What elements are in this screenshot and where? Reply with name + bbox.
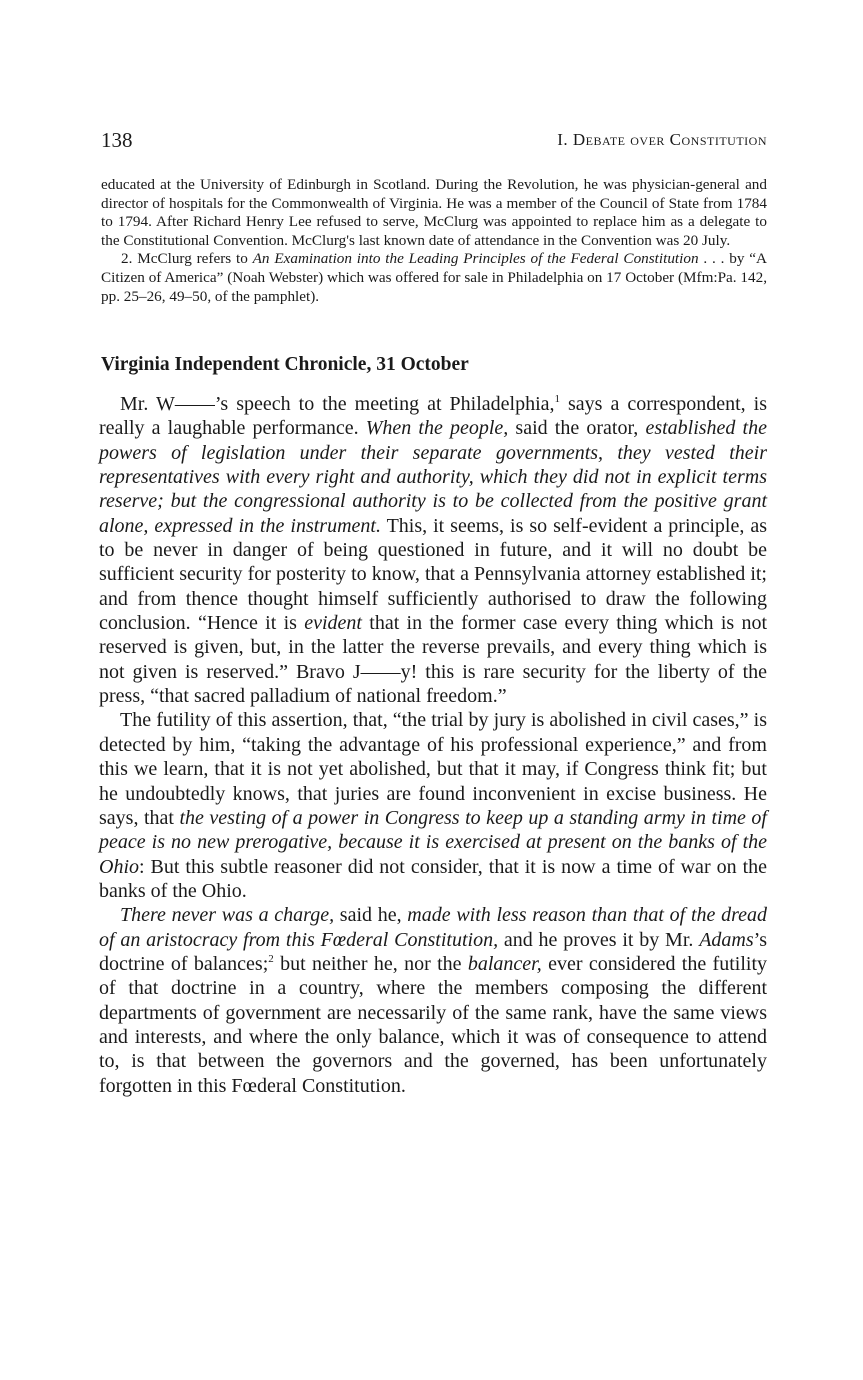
italic-run: Adams — [699, 928, 754, 951]
italic-run: balancer, — [467, 952, 542, 975]
note-2-rest: . . . by “A Citizen of America” (Noah Webster) which was offered for sale in Philadelphia on 17 October (Mfm:Pa. 142, pp. 25–26, 49–50, of the pamphlet). — [101, 250, 767, 305]
note-2-prefix: 2. McClurg refers to — [121, 250, 253, 268]
text-run: : But this subtle reasoner did not consider, that it is now a time of war on the banks of the Ohio. — [99, 855, 767, 902]
italic-run: established the powers of legislation under their separate governments, they vested their representatives with every right and authority, which they did not in explicit terms reserve; but the congressional authority is to be collected from the positive grant alone, expressed in the instrument. — [99, 417, 767, 537]
note-2-title: An Examination into the Leading Principles of the Federal Constitution — [252, 250, 699, 268]
note-2 — [101, 250, 767, 306]
text-run: ’s doctrine of balances; — [99, 928, 767, 975]
text-run: and he proves it by Mr. — [498, 928, 700, 951]
article-heading: Virginia Independent Chronicle, 31 October — [101, 354, 469, 375]
text-run: ever considered the futility of that doctrine in a country, where the members composing the different departments of government are necessarily of the same rank, have the same views and interests, and where the only balance, which it was of consequence to attend to, is that between the governors and the governed, has been unfortunately forgotten in this Fœderal Constitution. — [99, 952, 767, 1097]
italic-run: made with less reason than that of the dread of an aristocracy from this Fœderal Constitution, — [99, 904, 767, 951]
italic-run: evident — [304, 612, 362, 635]
text-run: This, it seems, is so self-evident a principle, as to be never in danger of being questioned in future, and it will no doubt be sufficient security for posterity to know, that a Pennsylvania attorney established it; and from thence thought himself sufficiently authorised to draw the following conclusion. “Hence it is — [99, 514, 767, 635]
text-run: but neither he, nor the — [273, 952, 468, 975]
italic-run: the vesting of a power in Congress to keep up a standing army in time of peace is no new prerogative, because it is exercised at present on the banks of the Ohio — [99, 806, 767, 878]
text-run: says a correspondent, is really a laughable performance. — [99, 393, 768, 440]
article-body — [99, 392, 767, 1098]
text-run: Mr. W——’s speech to the meeting at Philadelphia, — [120, 393, 555, 415]
footnote-ref-2: 2 — [268, 952, 274, 965]
footnotes — [101, 176, 767, 306]
page-number: 138 — [101, 128, 133, 152]
footnote-ref-1: 1 — [554, 393, 561, 405]
italic-run: When the people, — [365, 417, 509, 440]
paragraph-1 — [99, 392, 767, 708]
note-1-continuation: educated at the University of Edinburgh in Scotland. During the Revolution, he was physician-general and director of hospitals for the Commonwealth of Virginia. He was a member of the Council of State from 1784 to 1794. After Richard Henry Lee refused to serve, McClurg was appointed to replace him as a delegate to the Constitutional Convention. McClurg's last known date of attendance in the Convention was 20 July. — [101, 176, 767, 249]
text-run: said the orator, — [508, 417, 646, 440]
paragraph-2 — [99, 708, 767, 903]
italic-run: There never was a charge, — [120, 904, 335, 927]
text-run: said he, — [334, 904, 408, 927]
text-run: The futility of this assertion, that, “the trial by jury is abolished in civil cases,” is detected by him, “taking the advantage of his professional experience,” and from this we learn, that it is not yet abolished, but that it may, if Congress think fit; but he undoubtedly knows, that juries are found inconvenient in excise business. He says, that — [99, 709, 767, 829]
paragraph-3 — [99, 903, 767, 1098]
running-head — [101, 128, 767, 158]
text-run: that in the former case every thing which is not reserved is given, but, in the latter the reverse prevails, and every thing which is not given is reserved.” Bravo J——y! this is rare security for the liberty of the press, “that sacred palladium of national freedom.” — [99, 612, 768, 708]
section-title: I. Debate over Constitution — [557, 130, 767, 149]
